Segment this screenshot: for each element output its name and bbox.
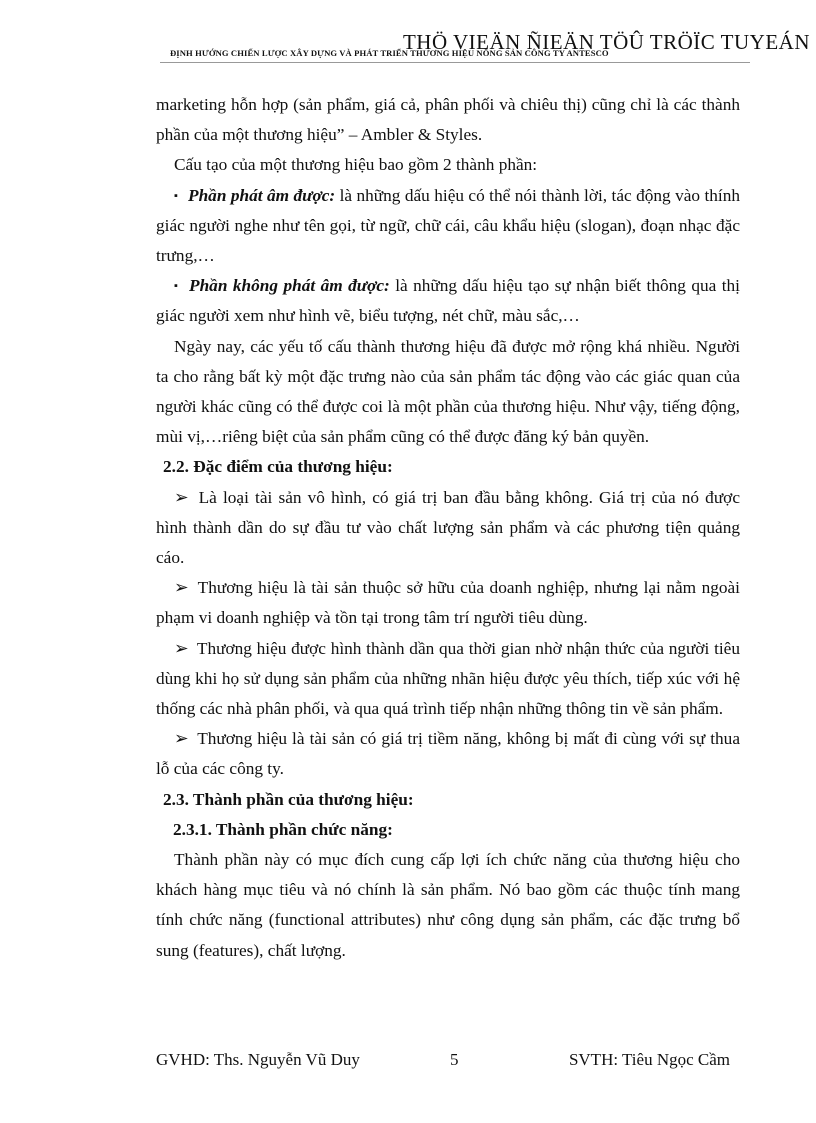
paragraph-nowadays: Ngày nay, các yếu tố cấu thành thương hiệu đã được mở rộng khá nhiều. Người ta cho rằng bất kỳ một đặc trưng nào của sản phẩm tác động vào các giác quan của người khác cũng có thể được coi là một phần của thương hiệu. Như vậy, tiếng động, mùi vị,…riêng biệt của sản phẩm cũng có thể được đăng ký bản quyền. <box>156 336 740 447</box>
list-item <box>156 634 740 725</box>
bullet-item-non-audible <box>156 271 740 331</box>
arrow-bullet-icon: ➢ <box>174 578 189 598</box>
watermark-text: THÖ VIEÄN ÑIEÄN TÖÛ TRÖÏC TUYEÁN <box>402 30 810 54</box>
header-divider <box>160 62 750 63</box>
list-item <box>156 573 740 633</box>
page-number: 5 <box>450 1050 459 1069</box>
list-item-text: Là loại tài sản vô hình, có giá trị ban đầu bằng không. Giá trị của nó được hình thành dần do sự đầu tư vào chất lượng sản phẩm và các phương tiện quảng cáo. <box>156 487 740 568</box>
list-item-text: Thương hiệu là tài sản có giá trị tiềm năng, không bị mất đi cùng với sự thua lỗ của các công ty. <box>156 729 740 779</box>
section-heading-2-3: 2.3. Thành phần của thương hiệu: <box>163 789 414 809</box>
square-bullet-icon: ▪ <box>174 189 179 202</box>
bullet-text: là những dấu hiệu có thể nói thành lời, tác động vào thính giác người nghe như tên gọi, từ ngữ, chữ cái, câu khẩu hiệu (slogan), đoạn nhạc đặc trưng,… <box>156 185 740 266</box>
list-item <box>156 483 740 574</box>
paragraph-functional: Thành phần này có mục đích cung cấp lợi ích chức năng của thương hiệu cho khách hàng mục tiêu và nó chính là sản phẩm. Nó bao gồm các thuộc tính mang tính chức năng (functional attributes) như công dụng sản phẩm, các đặc trưng bổ sung (features), chất lượng. <box>156 850 740 960</box>
subsection-heading-2-3-1: 2.3.1. Thành phần chức năng: <box>173 819 393 839</box>
arrow-bullet-icon: ➢ <box>174 487 189 507</box>
footer-supervisor: GVHD: Ths. Nguyễn Vũ Duy <box>156 1050 360 1069</box>
list-item <box>156 724 740 784</box>
list-item-text: Thương hiệu là tài sản thuộc sở hữu của doanh nghiệp, nhưng lại nằm ngoài phạm vi doanh nghiệp và tồn tại trong tâm trí người tiêu dùng. <box>156 578 740 628</box>
arrow-bullet-icon: ➢ <box>174 729 189 749</box>
section-heading-2-2: 2.2. Đặc điểm của thương hiệu: <box>163 457 393 477</box>
bullet-term: Phần phát âm được: <box>188 185 336 205</box>
footer-student: SVTH: Tiêu Ngọc Cầm <box>568 1050 730 1069</box>
list-item-text: Thương hiệu được hình thành dần qua thời gian nhờ nhận thức của người tiêu dùng khi họ sử dụng sản phẩm của những nhãn hiệu được yêu thích, tiếp xúc với hệ thống các nhà phân phối, và qua quá trình tiếp nhận những thông tin về sản phẩm. <box>156 638 740 719</box>
bullet-item-audible <box>156 181 740 272</box>
document-body <box>156 90 740 966</box>
paragraph-intro-continued: marketing hỗn hợp (sản phẩm, giá cả, phân phối và chiêu thị) cũng chỉ là các thành phần của một thương hiệu” – Ambler & Styles. <box>156 95 740 145</box>
bullet-text: là những dấu hiệu tạo sự nhận biết thông qua thị giác người xem như hình vẽ, biểu tượng, nét chữ, màu sắc,… <box>156 276 740 326</box>
square-bullet-icon: ▪ <box>174 280 180 293</box>
running-header: ĐỊNH HƯỚNG CHIẾN LƯỢC XÂY DỰNG VÀ PHÁT TRIỂN THƯƠNG HIỆU NÔNG SẢN CÔNG TY ANTESCO <box>170 48 609 58</box>
paragraph-structure: Cấu tạo của một thương hiệu bao gồm 2 thành phần: <box>174 155 538 175</box>
arrow-bullet-icon: ➢ <box>174 638 189 658</box>
page-footer <box>156 1050 740 1076</box>
bullet-term: Phần không phát âm được: <box>189 276 390 296</box>
